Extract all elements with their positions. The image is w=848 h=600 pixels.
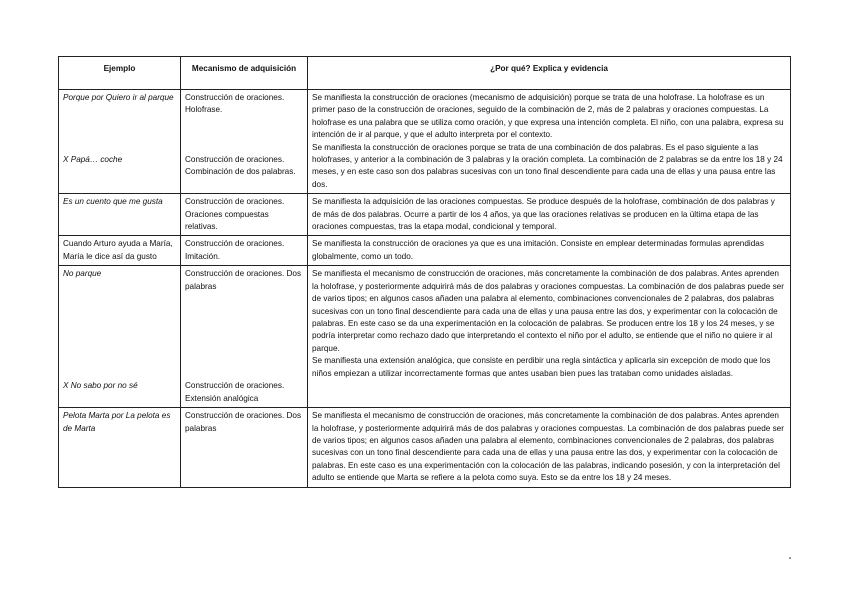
explanation-cell bbox=[308, 90, 791, 194]
example-text: X Papá… coche bbox=[63, 155, 123, 164]
table-row bbox=[59, 236, 791, 266]
explanation-text: Se manifiesta la construcción de oraciones (mecanismo de adquisición) porque se trata de una holofrase. La holofrase es un primer paso de la construcción de oraciones, seguido de la combinación de 2, más de 2 palabras y oraciones compuestas. La holofrase es una palabra que se utiliza como oración, y que expresa una intención completa. El niño, con una palabra, expresa su intención de ir al parque, y que el adulto interpreta por el contexto. bbox=[312, 93, 784, 140]
example-text: No parque bbox=[63, 269, 102, 279]
table-row bbox=[59, 408, 791, 487]
table-row bbox=[59, 266, 791, 408]
mechanism-cell bbox=[181, 90, 308, 194]
mechanism-text: Construcción de oraciones. Imitación. bbox=[185, 239, 285, 261]
example-text: Es un cuento que me gusta bbox=[63, 197, 163, 207]
example-cell bbox=[59, 408, 181, 487]
header-mecanismo: Mecanismo de adquisición bbox=[181, 57, 308, 90]
explanation-cell bbox=[308, 194, 791, 236]
table-row bbox=[59, 194, 791, 236]
example-text: Porque por Quiero ir al parque bbox=[63, 93, 174, 102]
example-cell bbox=[59, 266, 181, 408]
explanation-text: Se manifiesta la construcción de oraciones ya que es una imitación. Consiste en emplear determinadas formulas aprendidas globalmente, como un todo. bbox=[312, 239, 764, 261]
header-por-que: ¿Por qué? Explica y evidencia bbox=[308, 57, 791, 90]
page-marker bbox=[789, 557, 791, 559]
mechanism-cell bbox=[181, 266, 308, 408]
explanation-cell bbox=[308, 236, 791, 266]
mechanism-text: Construcción de oraciones. Dos palabras bbox=[185, 269, 302, 291]
explanation-text: Se manifiesta la construcción de oraciones porque se trata de una combinación de dos palabras. Es el paso siguiente a las holofrases, y anterior a la combinación de 3 palabras y la oración completa. La combinación de 2 palabras se da entre los 18 y 24 meses, y en este caso son dos palabras sucesivas con un tono final descendiente para cada una de ellas y una pausa entre las dos. bbox=[312, 142, 783, 189]
analysis-table bbox=[58, 56, 791, 488]
table-row bbox=[59, 90, 791, 194]
mechanism-text: Construcción de oraciones. Combinación de dos palabras. bbox=[185, 155, 296, 177]
mechanism-cell bbox=[181, 194, 308, 236]
explanation-text: Se manifiesta una extensión analógica, que consiste en perdibir una regla sintáctica y aplicarla sin excepción de modo que los niños empiezan a utilizar incorrectamente formas que antes usaban bien pues las trataban como unidades aisladas. bbox=[312, 356, 771, 378]
header-row bbox=[59, 57, 791, 90]
explanation-text: Se manifiesta la adquisición de las oraciones compuestas. Se produce después de la holofrase, combinación de dos palabras y de más de dos palabras. Ocurre a partir de los 4 años, ya que las oraciones relativas se producen en la última etapa de las oraciones compuestas, tras la etapa modal, condicional y temporal. bbox=[312, 197, 775, 232]
example-cell bbox=[59, 236, 181, 266]
explanation-cell bbox=[308, 408, 791, 487]
header-ejemplo: Ejemplo bbox=[59, 57, 181, 90]
mechanism-cell bbox=[181, 408, 308, 487]
mechanism-text: Construcción de oraciones. Dos palabras bbox=[185, 411, 302, 433]
explanation-text: Se manifiesta el mecanismo de construcción de oraciones, más concretamente la combinación de dos palabras. Antes aprenden la holofrase, y posteriormente adquirirá más de dos palabras y oraciones compuestas. La combinación de dos palabras puede ser de varios tipos; en algunos casos añaden una palabra al elemento, combinaciones convencionales de 2 palabras, dos palabras sucesivas con un tono final descendiente para cada una de ellas y una pausa entre las dos, y experimentar con la colocación de palabras. En este caso se da una experimentación en la colocación de palabras. Se producen entre los 18 y los 24 meses, y se podría interpretar como rechazo dado que interpretando el contexto el niño por el adulto, se entiende que el niño no quiere ir al parque. bbox=[312, 269, 784, 353]
example-cell bbox=[59, 194, 181, 236]
explanation-text: Se manifiesta el mecanismo de construcción de oraciones, más concretamente la combinación de dos palabras. Antes aprenden la holofrase, y posteriormente adquirirá más de dos palabras y oraciones compuestas. La combinación de dos palabras puede ser de varios tipos; en algunos casos añaden una palabra al elemento, combinaciones convencionales de 2 palabras, dos palabras sucesivas con un tono final descendiente para cada una de ellas y una pausa entre las dos, y experimentar con la colocación de palabras. En este caso es una experimentación con la colocación de las palabras, indicando posesión, y con la interpretación del adulto se entiende que Marta se refiere a la pelota como suya. Esto se da entre los 18 y 24 meses. bbox=[312, 411, 784, 483]
example-text: X No sabo por no sé bbox=[63, 381, 138, 391]
mechanism-text: Construcción de oraciones. Extensión analógica bbox=[185, 381, 285, 403]
example-text: Cuando Arturo ayuda a María, María le dice así da gusto bbox=[63, 239, 173, 261]
example-cell bbox=[59, 90, 181, 194]
mechanism-cell bbox=[181, 236, 308, 266]
example-text: Pelota Marta por La pelota es de Marta bbox=[63, 411, 171, 433]
mechanism-text: Construcción de oraciones. Oraciones compuestas relativas. bbox=[185, 197, 285, 232]
mechanism-text: Construcción de oraciones. Holofrase. bbox=[185, 93, 285, 115]
explanation-cell bbox=[308, 266, 791, 408]
